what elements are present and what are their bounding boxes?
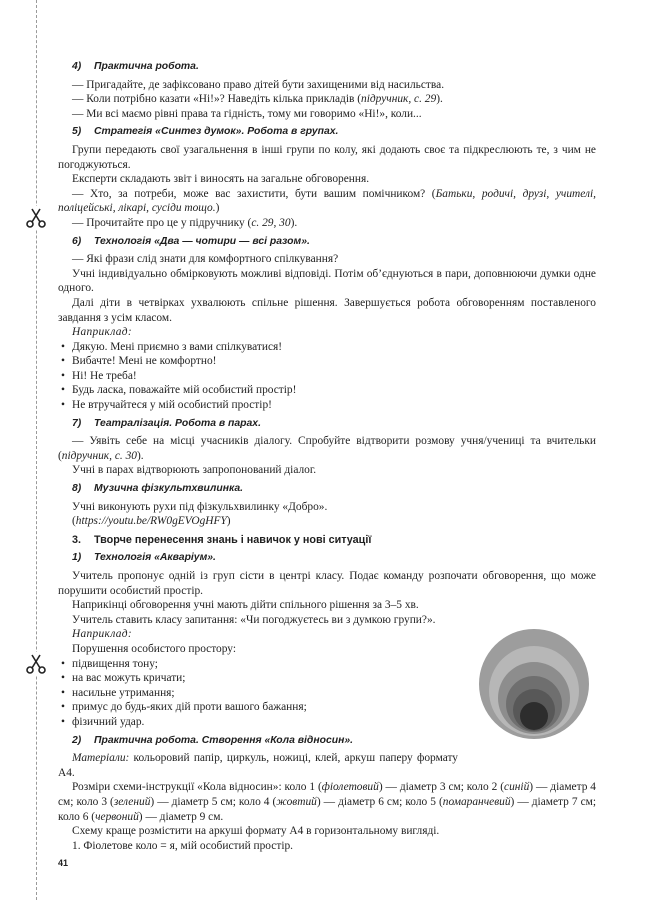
- section-heading: 6) Технологія «Два — чотири — всі разом».: [72, 235, 310, 247]
- paragraph: Далі діти в четвірках ухвалюють спільне рішення. Завершується робота обговоренням поставленого завдання з усім класом.: [58, 296, 596, 324]
- list-item: • на вас можуть кричати;: [58, 671, 352, 686]
- text-segment: ) — діаметр 3 см; коло 2 (: [378, 781, 505, 794]
- paragraph: Експерти складають звіт і виносять на загальне обговорення.: [72, 173, 370, 186]
- paragraph: — Ми всі маємо рівні права та гідність, тому ми говоримо «Ні!», коли...: [72, 107, 422, 120]
- color-name: зелений: [113, 795, 151, 808]
- paragraph: Порушення особистого простору:: [72, 642, 237, 655]
- list-item: • підвищення тону;: [58, 657, 352, 672]
- video-link[interactable]: (https://youtu.be/RW0gEVOgHFY): [72, 515, 231, 528]
- phrase-list: [58, 340, 596, 413]
- relationship-circles-illustration: [478, 628, 590, 740]
- paragraph: — Хто, за потреби, може вас захистити, бути вашим помічником? (Батьки, родичі, друзі, учителі, поліцейські, лікарі, сусіди тощо.): [58, 187, 596, 215]
- color-name: жовтий: [276, 795, 317, 808]
- example-label: Наприклад:: [72, 628, 132, 641]
- text-segment: ) — діаметр 7 см; коло 6 (: [58, 795, 597, 823]
- paragraph: — Пригадайте, де зафіксовано право дітей бути захищеними від насильства.: [72, 78, 445, 91]
- circle-1: [520, 702, 548, 730]
- section-heading: 7) Театралізація. Робота в парах.: [72, 417, 261, 429]
- paragraph: — Коли потрібно казати «Ні!»? Наведіть кілька прикладів (підручник, с. 29).: [72, 93, 443, 106]
- color-name: помаранчевий: [442, 795, 511, 808]
- list-item: • фізичний удар.: [58, 715, 352, 730]
- section-heading: 4) Практична робота.: [72, 61, 199, 72]
- paragraph: Наприкінці обговорення учні мають дійти спільного рішення за 3–5 хв.: [72, 599, 419, 612]
- paragraph: Учні індивідуально обмірковують можливі відповіді. Потім об’єднуються в пари, доповнюючи думки одне одного.: [58, 267, 596, 295]
- cut-line: [36, 0, 37, 900]
- section-heading: 1) Технологія «Акваріум».: [72, 552, 216, 564]
- section-heading: 2) Практична робота. Створення «Кола відносин».: [72, 734, 354, 746]
- paragraph: [58, 780, 596, 824]
- paragraph: — Які фрази слід знати для комфортного спілкування?: [72, 253, 339, 266]
- list-item: • Вибачте! Мені не комфортно!: [58, 354, 596, 369]
- main-heading: 3. Творче перенесення знань і навичок у нові ситуації: [72, 533, 372, 546]
- list-item: • Дякую. Мені приємно з вами спілкуватися!: [58, 340, 596, 355]
- scissors-icon: [24, 652, 48, 676]
- text-segment: ) — діаметр 4 см; коло 3 (: [58, 781, 597, 808]
- paragraph: Учні в парах відтворюють запропонований діалог.: [72, 464, 317, 477]
- paragraph: Учитель пропонує одній із груп сісти в центрі класу. Подає команду розпочати обговорення, що може порушити особистий простір.: [58, 570, 596, 597]
- list-item: • Будь ласка, поважайте мій особистий простір!: [58, 383, 596, 398]
- section-heading: 5) Стратегія «Синтез думок». Робота в групах.: [72, 126, 339, 138]
- list-item: • насильне утримання;: [58, 686, 352, 701]
- section-heading: 8) Музична фізкультхвилинка.: [72, 483, 244, 495]
- text-segment: ) — діаметр 6 см; коло 5 (: [316, 795, 443, 808]
- scissors-icon: [24, 206, 48, 230]
- list-item: • Не втручайтеся у мій особистий простір!: [58, 398, 596, 413]
- text-segment: ) — діаметр 9 см.: [138, 810, 224, 823]
- paragraph: Групи передають свої узагальнення в інші групи по колу, які додають своє та підкреслюють те, з чим не погоджуються.: [58, 143, 596, 171]
- example-label: Наприклад:: [72, 326, 132, 339]
- list-item: • Ні! Не треба!: [58, 369, 596, 384]
- paragraph: Матеріали: кольоровий папір, циркуль, ножиці, клей, аркуш паперу формату А4.: [58, 752, 458, 779]
- paragraph: — Прочитайте про це у підручнику (с. 29, 30).: [72, 216, 298, 229]
- color-name: фіолетовий: [321, 781, 379, 794]
- text-segment: ) — діаметр 5 см; коло 4 (: [150, 795, 277, 808]
- paragraph: Схему краще розмістити на аркуші формату А4 в горизонтальному вигляді.: [72, 825, 440, 838]
- list-item: • примус до будь-яких дій проти вашого бажання;: [58, 700, 352, 715]
- paragraph: Учитель ставить класу запитання: «Чи погоджуєтесь ви з думкою групи?».: [72, 613, 436, 626]
- paragraph: 1. Фіолетове коло = я, мій особистий простір.: [72, 839, 294, 852]
- color-name: синій: [504, 781, 530, 794]
- page-number: 41: [58, 858, 69, 868]
- paragraph: — Уявіть себе на місці учасників діалогу. Спробуйте відтворити розмову учня/учениці та вчительки (підручник, с. 30).: [58, 435, 596, 462]
- paragraph: Учні виконують рухи під фізкульхвилинку «Добро».: [72, 500, 328, 513]
- text-segment: Розміри схеми-інструкції «Кола відносин»: коло 1 (: [72, 781, 322, 794]
- color-name: червоний: [95, 810, 139, 823]
